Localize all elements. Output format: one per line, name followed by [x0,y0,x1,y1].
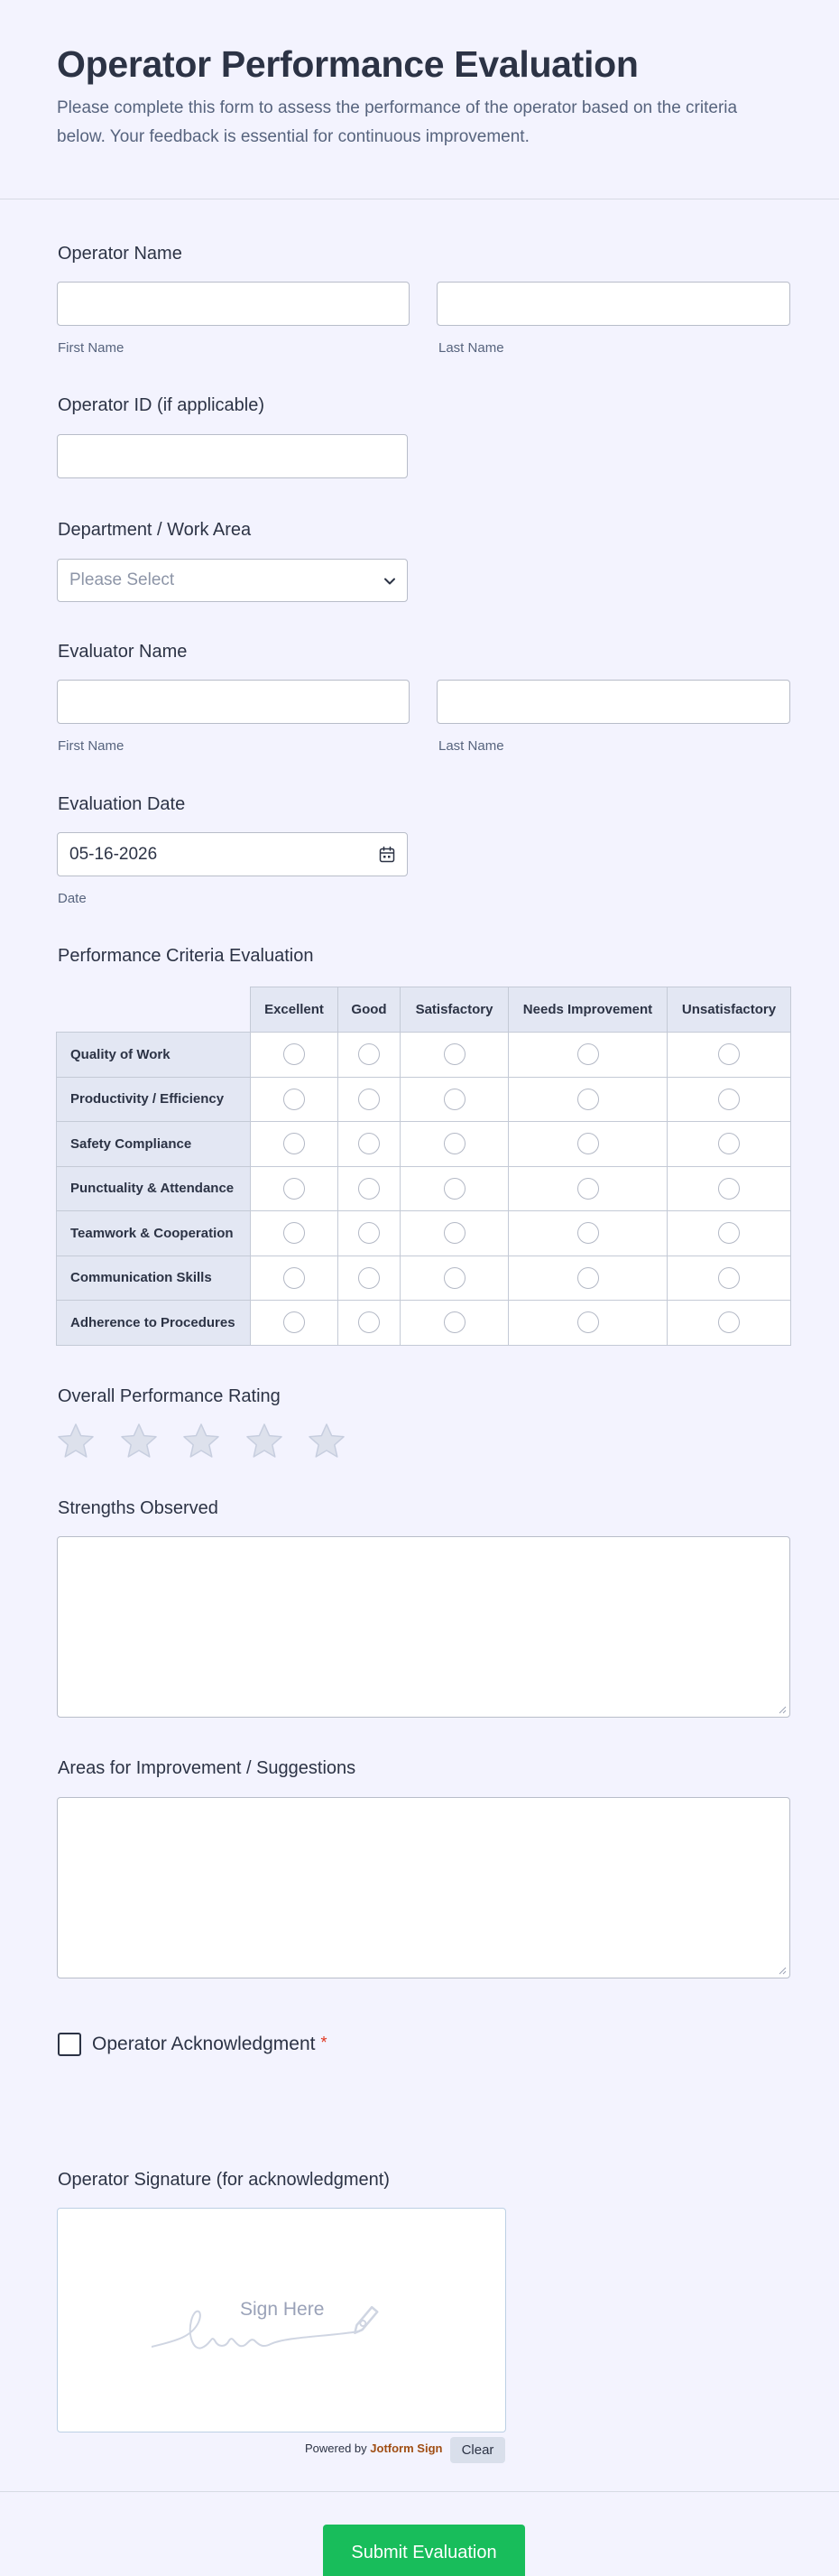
matrix-corner [57,987,251,1033]
matrix-radio[interactable] [577,1133,599,1154]
matrix-column-header: Satisfactory [401,987,509,1033]
powered-by-prefix: Powered by [305,2442,367,2455]
matrix-radio[interactable] [718,1089,740,1110]
matrix-radio[interactable] [444,1311,466,1333]
signature-pad[interactable] [57,2208,506,2432]
matrix-radio[interactable] [577,1089,599,1110]
matrix-cell[interactable] [509,1211,668,1256]
evaluator-first-name-input[interactable] [57,680,410,724]
department-select-placeholder: Please Select [69,570,175,589]
matrix-cell[interactable] [509,1122,668,1167]
overall-rating-label: Overall Performance Rating [58,1386,281,1406]
star-icon[interactable] [307,1422,346,1461]
matrix-radio[interactable] [358,1267,380,1289]
matrix-radio[interactable] [444,1133,466,1154]
matrix-radio[interactable] [718,1133,740,1154]
calendar-icon[interactable] [378,846,396,864]
matrix-cell[interactable] [251,1166,338,1211]
matrix-cell[interactable] [338,1211,401,1256]
matrix-row [57,1166,791,1211]
operator-name-label: Operator Name [58,244,182,264]
matrix-radio[interactable] [358,1178,380,1200]
matrix-radio[interactable] [283,1089,305,1110]
matrix-radio[interactable] [358,1222,380,1244]
matrix-row [57,1033,791,1078]
resize-grip-icon[interactable] [778,1966,787,1975]
acknowledgment-label[interactable] [92,2034,327,2055]
matrix-row-label: Communication Skills [57,1256,251,1301]
form-header [0,0,839,199]
matrix-cell[interactable] [509,1077,668,1122]
matrix-cell[interactable] [251,1033,338,1078]
matrix-cell[interactable] [338,1166,401,1211]
powered-by-brand: Jotform Sign [370,2442,443,2455]
matrix-column-header: Unsatisfactory [668,987,791,1033]
matrix-row-label: Productivity / Efficiency [57,1077,251,1122]
matrix-radio[interactable] [444,1089,466,1110]
matrix-row [57,1211,791,1256]
matrix-radio[interactable] [358,1043,380,1065]
footer-divider [0,2491,839,2492]
matrix-cell[interactable] [401,1033,509,1078]
matrix-cell[interactable] [401,1122,509,1167]
clear-signature-button[interactable]: Clear [450,2437,505,2463]
matrix-radio[interactable] [444,1222,466,1244]
star-icon[interactable] [56,1422,96,1461]
matrix-row-label: Quality of Work [57,1033,251,1078]
matrix-cell[interactable] [401,1256,509,1301]
acknowledgment-checkbox[interactable] [58,2033,81,2056]
matrix-radio[interactable] [283,1267,305,1289]
matrix-radio[interactable] [283,1311,305,1333]
star-icon[interactable] [119,1422,159,1461]
matrix-cell[interactable] [509,1301,668,1346]
matrix-row-label: Safety Compliance [57,1122,251,1167]
matrix-cell[interactable] [509,1033,668,1078]
signature-placeholder: Sign Here [240,2299,325,2320]
matrix-cell[interactable] [401,1166,509,1211]
matrix-cell[interactable] [509,1166,668,1211]
matrix-radio[interactable] [283,1133,305,1154]
signature-label: Operator Signature (for acknowledgment) [58,2170,390,2190]
evaluation-date-label: Evaluation Date [58,794,186,814]
resize-grip-icon[interactable] [778,1705,787,1714]
matrix-radio[interactable] [718,1043,740,1065]
submit-button[interactable]: Submit Evaluation [323,2525,525,2576]
matrix-radio[interactable] [577,1311,599,1333]
matrix-cell[interactable] [251,1122,338,1167]
operator-first-name-input[interactable] [57,282,410,326]
evaluator-first-name-sublabel: First Name [58,738,124,754]
matrix-row [57,1301,791,1346]
matrix-cell[interactable] [668,1122,791,1167]
matrix-radio[interactable] [358,1133,380,1154]
matrix-row [57,1077,791,1122]
matrix-radio[interactable] [358,1089,380,1110]
matrix-radio[interactable] [283,1178,305,1200]
matrix-cell[interactable] [251,1211,338,1256]
department-select[interactable] [57,559,408,602]
matrix-row-label: Punctuality & Attendance [57,1166,251,1211]
operator-last-name-sublabel: Last Name [438,340,504,356]
matrix-cell[interactable] [251,1077,338,1122]
matrix-cell[interactable] [338,1077,401,1122]
matrix-column-header: Good [338,987,401,1033]
matrix-cell[interactable] [509,1256,668,1301]
matrix-cell[interactable] [338,1256,401,1301]
matrix-radio[interactable] [577,1267,599,1289]
matrix-row-label: Teamwork & Cooperation [57,1211,251,1256]
form-description: Please complete this form to assess the performance of the operator based on the criteria below. Your feedback is essential for continuous improvement. [57,98,738,146]
operator-first-name-sublabel: First Name [58,340,124,356]
matrix-cell[interactable] [251,1256,338,1301]
star-icon[interactable] [181,1422,221,1461]
chevron-down-icon [381,572,399,590]
evaluation-date-input[interactable] [57,832,408,876]
matrix-cell[interactable] [401,1077,509,1122]
matrix-column-header: Needs Improvement [509,987,668,1033]
improvements-textarea[interactable] [57,1797,790,1978]
required-mark: * [320,2034,327,2052]
matrix-radio[interactable] [283,1043,305,1065]
matrix-cell[interactable] [668,1033,791,1078]
powered-by-text [305,2442,442,2455]
matrix-row [57,1122,791,1167]
matrix-cell[interactable] [401,1301,509,1346]
matrix-cell[interactable] [338,1301,401,1346]
matrix-cell[interactable] [668,1256,791,1301]
evaluator-name-label: Evaluator Name [58,642,188,662]
star-icon[interactable] [244,1422,284,1461]
matrix-cell[interactable] [338,1122,401,1167]
matrix-radio[interactable] [577,1178,599,1200]
matrix-cell[interactable] [401,1211,509,1256]
improvements-label: Areas for Improvement / Suggestions [58,1758,356,1778]
criteria-matrix [56,987,791,1346]
matrix-cell[interactable] [251,1301,338,1346]
criteria-label: Performance Criteria Evaluation [58,946,314,966]
matrix-column-header: Excellent [251,987,338,1033]
operator-last-name-input[interactable] [437,282,790,326]
strengths-label: Strengths Observed [58,1498,218,1518]
matrix-cell[interactable] [668,1166,791,1211]
matrix-radio[interactable] [718,1222,740,1244]
matrix-radio[interactable] [444,1178,466,1200]
evaluator-last-name-sublabel: Last Name [438,738,504,754]
matrix-radio[interactable] [444,1267,466,1289]
matrix-radio[interactable] [358,1311,380,1333]
matrix-radio[interactable] [283,1222,305,1244]
strengths-textarea[interactable] [57,1536,790,1718]
matrix-row-label: Adherence to Procedures [57,1301,251,1346]
matrix-radio[interactable] [718,1178,740,1200]
form-title: Operator Performance Evaluation [57,43,639,85]
operator-id-label: Operator ID (if applicable) [58,395,264,415]
department-label: Department / Work Area [58,520,252,540]
matrix-radio[interactable] [718,1267,740,1289]
evaluation-date-sublabel: Date [58,891,87,906]
matrix-cell[interactable] [668,1301,791,1346]
matrix-radio[interactable] [577,1043,599,1065]
matrix-body [57,1033,791,1346]
matrix-cell[interactable] [668,1211,791,1256]
matrix-radio[interactable] [444,1043,466,1065]
matrix-cell[interactable] [338,1033,401,1078]
evaluation-date-value: 05-16-2026 [69,845,158,864]
operator-id-input[interactable] [57,434,408,478]
matrix-row [57,1256,791,1301]
acknowledgment-label-text: Operator Acknowledgment [92,2034,316,2054]
matrix-cell[interactable] [668,1077,791,1122]
matrix-radio[interactable] [718,1311,740,1333]
evaluator-last-name-input[interactable] [437,680,790,724]
matrix-radio[interactable] [577,1222,599,1244]
